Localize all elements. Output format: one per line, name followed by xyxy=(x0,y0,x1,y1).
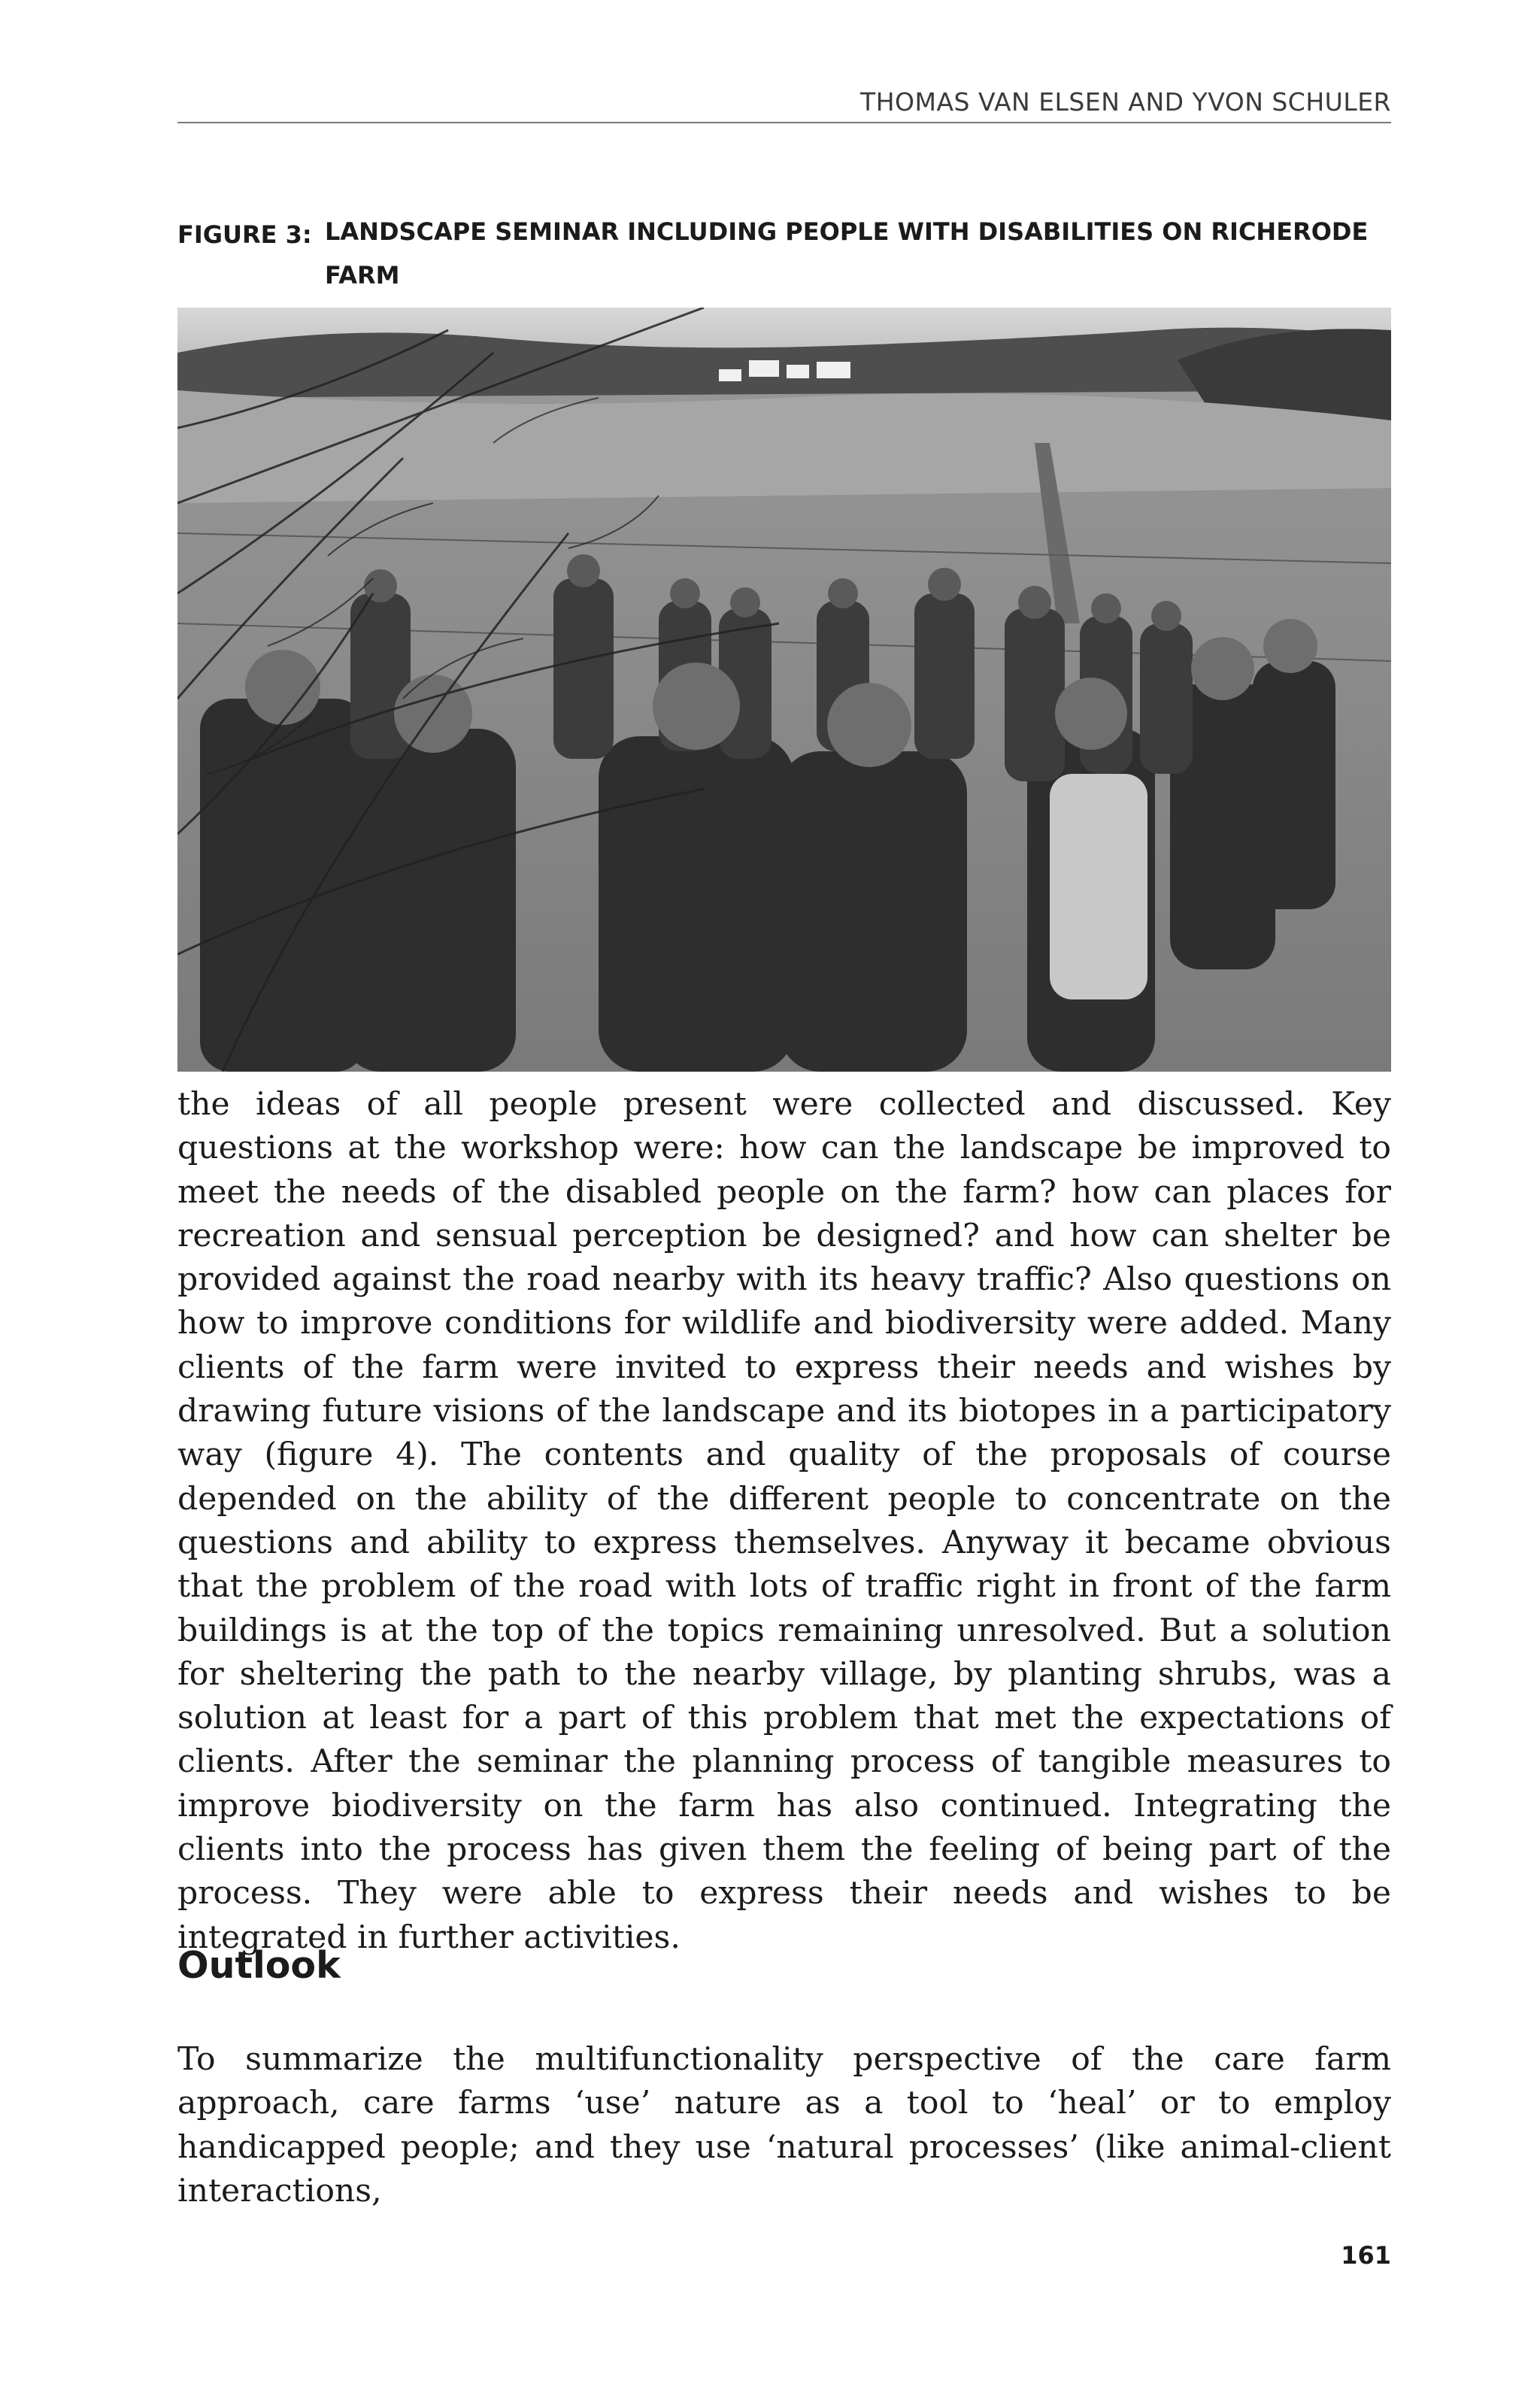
page-number: 161 xyxy=(1341,2241,1391,2270)
body-paragraph-1: the ideas of all people present were collected and discussed. Key questions at the workshop were: how can the landscape be improved to meet the needs of the disabled people on the farm? how can places for recreation and sensual perception be designed? and how can shelter be provided against the road nearby with its heavy traffic? Also questions on how to improve conditions for wildlife and biodiversity were added. Many clients of the farm were invited to express their needs and wishes by drawing future visions of the landscape and its biotopes in a participatory way (figure 4). The contents and quality of the proposals of course depended on the ability of the different people to concentrate on the questions and ability to express themselves. Anyway it became obvious that the problem of the road with lots of traffic right in front of the farm buildings is at the top of the topics remaining unresolved. But a solution for sheltering the path to the nearby village, by planting shrubs, was a solution at least for a part of this problem that met the expectations of clients. After the seminar the planning process of tangible measures to improve biodiversity on the farm has also continued. Integrating the clients into the process has given them the feeling of being part of the process. They were able to express their needs and wishes to be integrated in further activities. xyxy=(177,1086,1391,1956)
section-heading-outlook: Outlook xyxy=(177,1944,341,1987)
figure-photo xyxy=(177,308,1391,1072)
running-title: THOMAS VAN ELSEN AND YVON SCHULER xyxy=(860,87,1391,117)
figure-caption xyxy=(177,217,1391,297)
body-paragraph-2: To summarize the multifunctionality perspective of the care farm approach, care farms ‘use’ nature as a tool to ‘heal’ or to employ handicapped people; and they use ‘natural processes’ (like animal-client interactions, xyxy=(177,2041,1391,2210)
figure-label: FIGURE 3: xyxy=(177,220,312,249)
running-header xyxy=(177,84,1391,123)
figure-caption-text: LANDSCAPE SEMINAR INCLUDING PEOPLE WITH DISABILITIES ON RICHERODE FARM xyxy=(325,217,1369,290)
